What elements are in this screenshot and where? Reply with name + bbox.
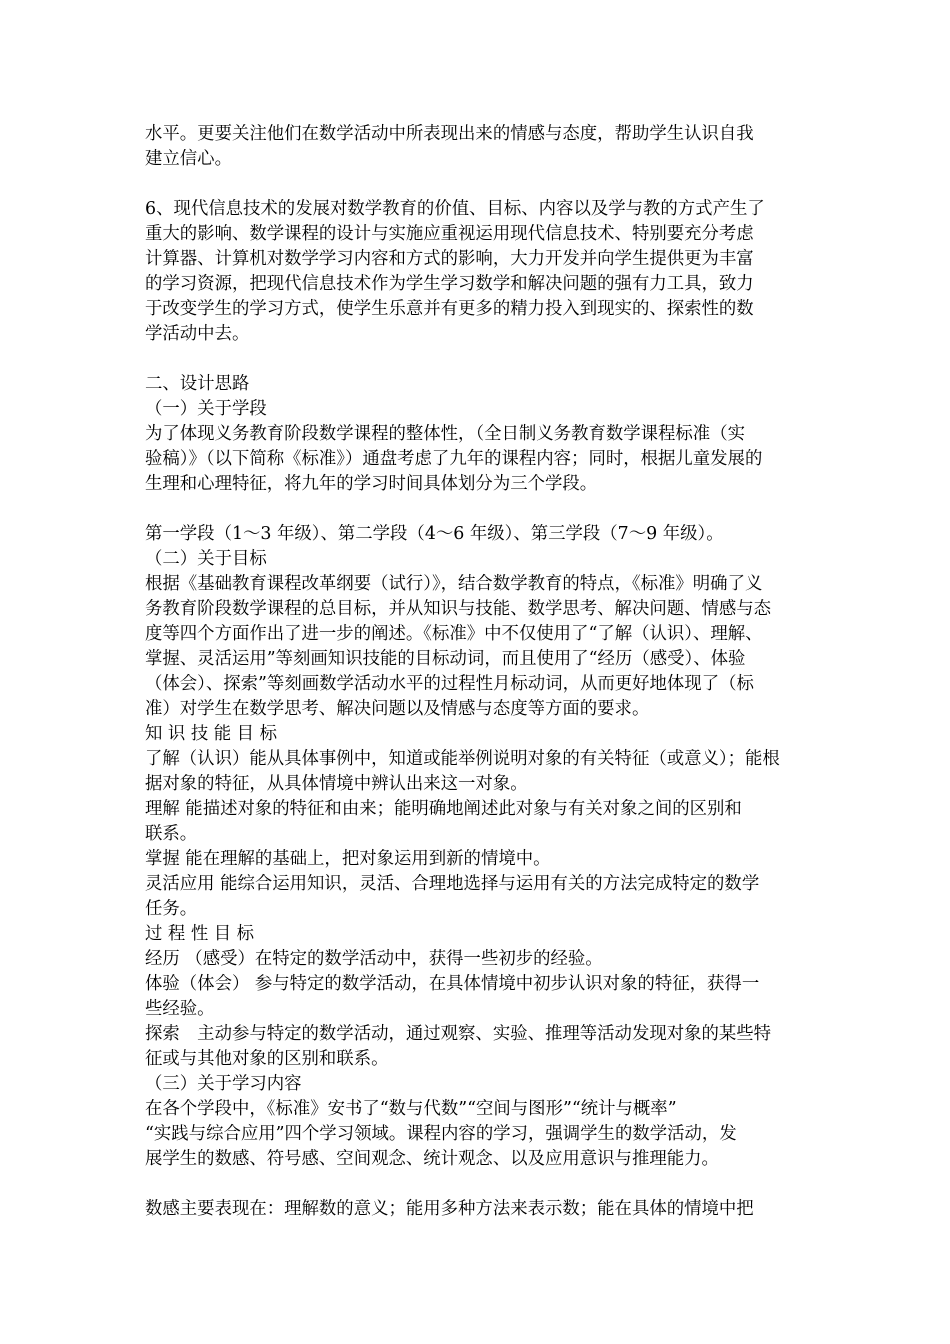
text-line: 的学习资源，把现代信息技术作为学生学习数学和解决问题的强有力工具，致力: [145, 274, 754, 294]
text-line: 据对象的特征，从具体情境中辨认出来这一对象。: [145, 774, 528, 794]
text-line: 为了体现义务教育阶段数学课程的整体性，（全日制义务教育数学课程标准（实: [145, 424, 745, 444]
text-line: 灵活应用 能综合运用知识，灵活、合理地选择与运用有关的方法完成特定的数学: [145, 874, 760, 894]
text-line: 验稿）》（以下简称《标准》）通盘考虑了九年的课程内容；同时，根据儿童发展的: [145, 449, 763, 469]
text-line: 务教育阶段数学课程的总目标，并从知识与技能、数学思考、解决问题、情感与态: [145, 599, 772, 619]
paragraph: [145, 122, 810, 172]
text-line: 征或与其他对象的区别和联系。: [145, 1049, 389, 1069]
paragraph-gap: [145, 347, 810, 372]
paragraph-gap: [145, 172, 810, 197]
paragraph: [145, 1197, 810, 1222]
text-line: 水平。更要关注他们在数学活动中所表现出来的情感与态度，帮助学生认识自我: [145, 124, 754, 144]
paragraph: [145, 522, 810, 1172]
text-line: 掌握 能在理解的基础上，把对象运用到新的情境中。: [145, 849, 551, 869]
text-line: 探索 主动参与特定的数学活动，通过观察、实验、推理等活动发现对象的某些特: [145, 1024, 772, 1044]
text-line: 二、设计思路: [145, 374, 250, 394]
paragraph-gap: [145, 497, 810, 522]
text-line: 经历 （感受）在特定的数学活动中，获得一些初步的经验。: [145, 949, 603, 969]
text-line: “实践与综合应用”四个学习领域。课程内容的学习，强调学生的数学活动，发: [145, 1124, 737, 1144]
text-line: 些经验。: [145, 999, 215, 1019]
text-line: 计算器、计算机对数学学习内容和方式的影响，大力开发并向学生提供更为丰富: [145, 249, 754, 269]
text-line: 在各个学段中，《标准》安书了“数与代数”“空间与图形”“统计与概率”: [145, 1099, 677, 1119]
text-line: 学活动中去。: [145, 324, 250, 344]
text-line: 了解（认识）能从具体事例中，知道或能举例说明对象的有关特征（或意义）；能根: [145, 749, 780, 769]
paragraph-gap: [145, 1172, 810, 1197]
text-line: 展学生的数感、符号感、空间观念、统计观念、以及应用意识与推理能力。: [145, 1149, 719, 1169]
text-line: 体验（体会） 参与特定的数学活动，在具体情境中初步认识对象的特征，获得一: [145, 974, 760, 994]
text-line: 度等四个方面作出了进一步的阐述。《标准》中不仅使用了“了解（认识）、理解、: [145, 624, 763, 644]
text-line: 生理和心理特征，将九年的学习时间具体划分为三个学段。: [145, 474, 598, 494]
document-page: [145, 122, 810, 1222]
text-line: 6、现代信息技术的发展对数学教育的价值、目标、内容以及学与教的方式产生了: [145, 199, 765, 219]
paragraph: [145, 372, 810, 497]
text-line: 过 程 性 目 标: [145, 924, 255, 944]
text-line: 联系。: [145, 824, 198, 844]
text-line: 于改变学生的学习方式，使学生乐意并有更多的精力投入到现实的、探索性的数: [145, 299, 754, 319]
text-line: （三）关于学习内容: [145, 1074, 302, 1094]
text-line: 根据《基础教育课程改革纲要（试行）》，结合数学教育的特点，《标准》明确了义: [145, 574, 763, 594]
text-line: 知 识 技 能 目 标: [145, 724, 277, 744]
text-line: （一）关于学段: [145, 399, 267, 419]
text-line: 第一学段（1～3 年级）、第二学段（4～6 年级）、第三学段（7～9 年级）。: [145, 524, 724, 544]
text-line: （二）关于目标: [145, 549, 267, 569]
text-line: 数感主要表现在：理解数的意义；能用多种方法来表示数；能在具体的情境中把: [145, 1199, 754, 1219]
text-line: 理解 能描述对象的特征和由来；能明确地阐述此对象与有关对象之间的区别和: [145, 799, 742, 819]
text-line: 任务。: [145, 899, 198, 919]
text-line: （体会）、探索”等刻画数学活动水平的过程性月标动词，从而更好地体现了（标: [145, 674, 754, 694]
text-line: 重大的影响、数学课程的设计与实施应重视运用现代信息技术、特别要充分考虑: [145, 224, 754, 244]
text-line: 建立信心。: [145, 149, 232, 169]
text-line: 准）对学生在数学思考、解决问题以及情感与态度等方面的要求。: [145, 699, 650, 719]
text-line: 掌握、灵活运用”等刻画知识技能的目标动词，而且使用了“经历（感受）、体验: [145, 649, 746, 669]
paragraph: [145, 197, 810, 347]
